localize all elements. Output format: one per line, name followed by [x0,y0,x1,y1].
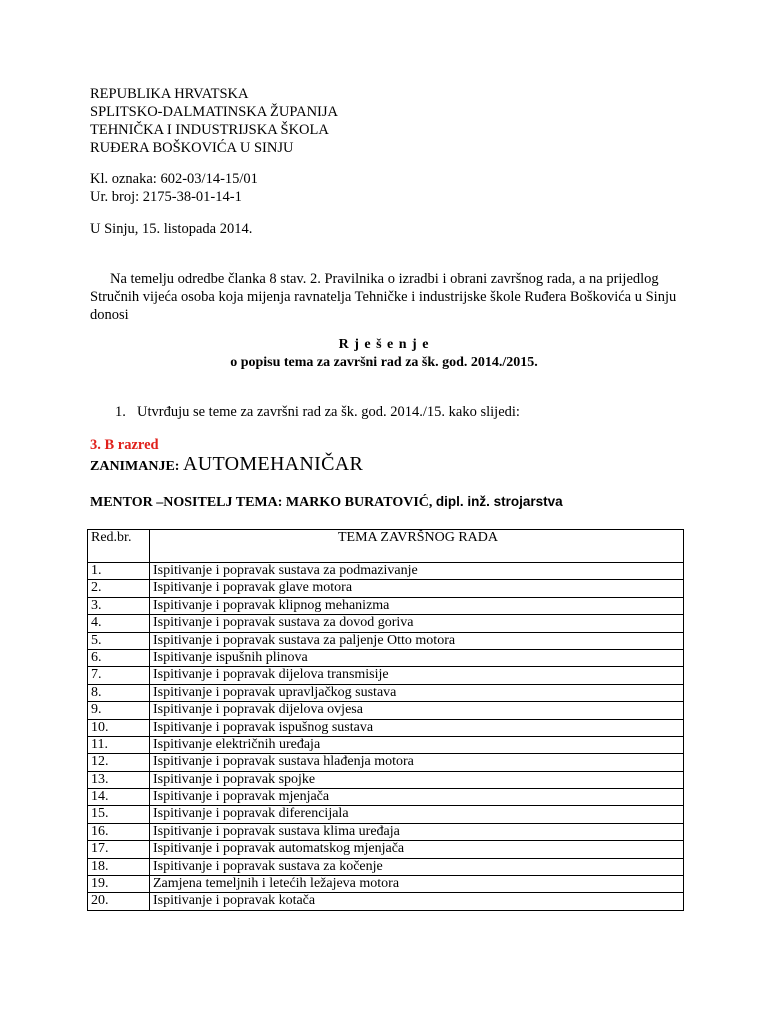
row-number: 20. [88,893,150,910]
table-row [88,719,684,736]
table-row [88,858,684,875]
row-topic: Ispitivanje električnih uređaja [150,736,684,753]
table-body [88,563,684,911]
row-number: 16. [88,823,150,840]
table-row [88,806,684,823]
row-topic: Ispitivanje i popravak sustava za paljenje Otto motora [150,632,684,649]
class-reference: Kl. oznaka: 602-03/14-15/01 [90,171,258,187]
row-topic: Ispitivanje i popravak dijelova transmisije [150,667,684,684]
row-number: 1. [88,563,150,580]
row-number: 19. [88,876,150,893]
topics-table [87,529,684,911]
row-topic: Ispitivanje i popravak ispušnog sustava [150,719,684,736]
table-row [88,597,684,614]
row-number: 14. [88,789,150,806]
occupation-label: ZANIMANJE: [90,459,183,474]
header-line-county: SPLITSKO-DALMATINSKA ŽUPANIJA [90,104,339,120]
row-number: 15. [88,806,150,823]
row-number: 7. [88,667,150,684]
row-topic: Ispitivanje i popravak glave motora [150,580,684,597]
class-label: 3. B razred [90,437,159,453]
row-topic: Ispitivanje i popravak diferencijala [150,806,684,823]
mentor-line [90,494,563,511]
table-row [88,789,684,806]
table-row [88,684,684,701]
table-header-row [88,530,684,563]
intro-paragraph [90,270,690,324]
reference-numbers [90,170,258,206]
row-number: 6. [88,649,150,666]
intro-text: Na temelju odredbe članka 8 stav. 2. Pravilnika o izradbi i obrani završnog rada, a na prijedlog Stručnih vijeća osoba koja mijenja ravnatelja Tehničke i industrijske škole Ruđera Boškovića u Sinju donosi [90,271,677,323]
table-row [88,615,684,632]
row-number: 3. [88,597,150,614]
row-topic: Ispitivanje i popravak sustava za dovod goriva [150,615,684,632]
row-topic: Ispitivanje i popravak sustava klima uređaja [150,823,684,840]
decision-title: R j e š e n j e [338,337,430,352]
row-number: 9. [88,702,150,719]
row-topic: Zamjena temeljnih i letećih ležajeva motora [150,876,684,893]
header-line-school: TEHNIČKA I INDUSTRIJSKA ŠKOLA [90,122,329,138]
row-topic: Ispitivanje i popravak spojke [150,771,684,788]
institution-header [90,85,338,157]
row-number: 11. [88,736,150,753]
row-number: 8. [88,684,150,701]
row-number: 2. [88,580,150,597]
table-row [88,876,684,893]
row-number: 5. [88,632,150,649]
point-text: Utvrđuju se teme za završni rad za šk. god. 2014./15. kako slijedi: [137,404,520,420]
row-topic: Ispitivanje i popravak dijelova ovjesa [150,702,684,719]
row-topic: Ispitivanje i popravak mjenjača [150,789,684,806]
table-row [88,893,684,910]
occupation-line [90,453,363,476]
table-row [88,632,684,649]
table-row [88,580,684,597]
decision-subtitle: o popisu tema za završni rad za šk. god. 2014./2015. [230,355,538,370]
row-topic: Ispitivanje i popravak automatskog mjenjača [150,841,684,858]
mentor-title: dipl. inž. strojarstva [435,494,563,509]
row-topic: Ispitivanje i popravak sustava za podmazivanje [150,563,684,580]
row-topic: Ispitivanje i popravak sustava hlađenja motora [150,754,684,771]
table-row [88,702,684,719]
table-row [88,563,684,580]
place-and-date: U Sinju, 15. listopada 2014. [90,221,253,237]
table-row [88,736,684,753]
mentor-label: MENTOR –NOSITELJ TEMA: MARKO BURATOVIĆ, [90,495,436,510]
row-number: 10. [88,719,150,736]
table-row [88,649,684,666]
occupation-value: AUTOMEHANIČAR [182,453,364,475]
row-topic: Ispitivanje i popravak sustava za kočenje [150,858,684,875]
table-row [88,823,684,840]
numbered-point [115,404,520,421]
column-header-number: Red.br. [88,530,150,563]
row-number: 17. [88,841,150,858]
row-number: 4. [88,615,150,632]
row-topic: Ispitivanje i popravak klipnog mehanizma [150,597,684,614]
table-row [88,841,684,858]
registry-number: Ur. broj: 2175-38-01-14-1 [90,189,242,205]
header-line-country: REPUBLIKA HRVATSKA [90,86,249,102]
column-header-topic: TEMA ZAVRŠNOG RADA [150,530,684,563]
row-number: 18. [88,858,150,875]
row-topic: Ispitivanje i popravak kotača [150,893,684,910]
table-row [88,667,684,684]
header-line-school-name: RUĐERA BOŠKOVIĆA U SINJU [90,140,294,156]
point-number: 1. [115,404,126,420]
row-topic: Ispitivanje ispušnih plinova [150,649,684,666]
row-topic: Ispitivanje i popravak upravljačkog sustava [150,684,684,701]
row-number: 12. [88,754,150,771]
row-number: 13. [88,771,150,788]
table-row [88,754,684,771]
table-row [88,771,684,788]
